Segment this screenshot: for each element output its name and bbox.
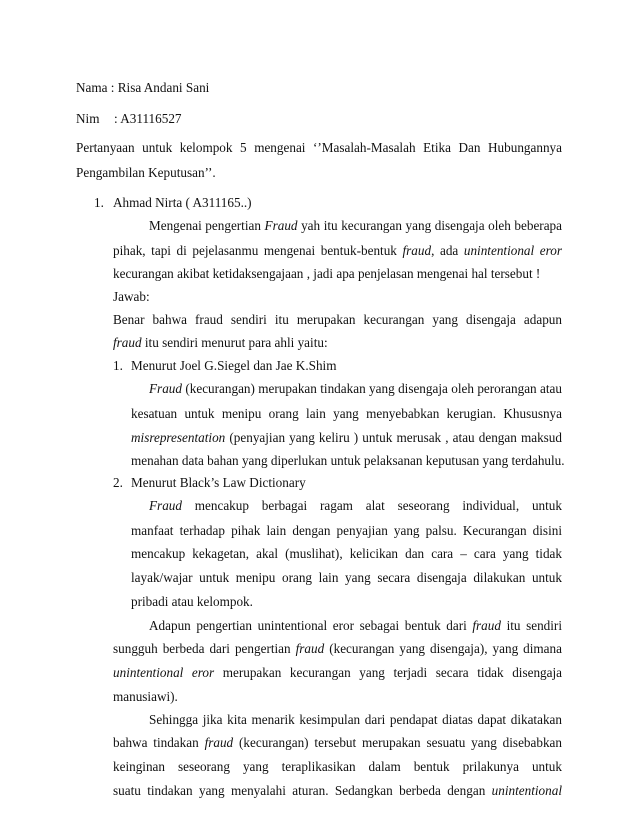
nim-value: : A31116527 <box>114 111 182 126</box>
unintentional-line-4: manusiawi). <box>113 689 178 704</box>
def-1-line-4: menahan data bahan yang diperlukan untuk pelaksanan keputusan yang terdahulu. <box>131 453 565 468</box>
conclusion-line-4: suatu tindakan yang menyalahi aturan. Sedangkan berbeda dengan unintentional <box>113 783 562 798</box>
def-2-line-4: layak/wajar untuk menipu orang lain yang secara disengaja dilakukan untuk <box>131 570 562 585</box>
unintentional-line-1: Adapun pengertian unintentional eror sebagai bentuk dari fraud itu sendiri <box>149 618 562 633</box>
question-intro-line-1: Pertanyaan untuk kelompok 5 mengenai ‘’Masalah-Masalah Etika Dan Hubungannya <box>76 140 562 155</box>
nim-label: Nim <box>76 111 100 126</box>
answer-intro-line-2: fraud itu sendiri menurut para ahli yaitu: <box>113 335 328 350</box>
unintentional-line-3: unintentional eror merupakan kecurangan yang terjadi secara tidak disengaja <box>113 665 562 680</box>
question-line-2: pihak, tapi di pejelasanmu mengenai bentuk-bentuk fraud, ada unintentional eror <box>113 243 562 258</box>
def-2-line-2: manfaat terhadap pihak lain dengan penyajian yang palsu. Kecurangan disini <box>131 523 562 538</box>
def-1-line-1: Fraud (kecurangan) merupakan tindakan yang disengaja oleh perorangan atau <box>149 381 562 396</box>
question-line-3: kecurangan akibat ketidaksengajaan , jadi apa penjelasan mengenai hal tersebut ! <box>113 266 541 281</box>
answer-label: Jawab: <box>113 289 150 304</box>
question-intro-line-2: Pengambilan Keputusan’’. <box>76 165 216 180</box>
student-name: Nama : Risa Andani Sani <box>76 80 210 95</box>
def-1-line-3: misrepresentation (penyajian yang keliru ) untuk merusak , atau dengan maksud <box>131 430 562 445</box>
def-2-line-1: Fraud mencakup berbagai ragam alat seseorang individual, untuk <box>149 498 562 513</box>
unintentional-line-2: sungguh berbeda dari pengertian fraud (kecurangan yang disengaja), yang dimana <box>113 641 562 656</box>
answer-intro-line-1: Benar bahwa fraud sendiri itu merupakan kecurangan yang disengaja adapun <box>113 312 562 327</box>
item-1-number: 1. <box>94 195 104 210</box>
def-2-line-3: mencakup kekagetan, akal (muslihat), kelicikan dan cara – cara yang tidak <box>131 546 562 561</box>
conclusion-line-2: bahwa tindakan fraud (kecurangan) tersebut merupakan sesuatu yang disebabkan <box>113 735 562 750</box>
def-1-line-2: kesatuan untuk menipu orang lain yang menyebabkan kerugian. Khususnya <box>131 406 562 421</box>
def-1-title: Menurut Joel G.Siegel dan Jae K.Shim <box>131 358 337 373</box>
conclusion-line-1: Sehingga jika kita menarik kesimpulan dari pendapat diatas dapat dikatakan <box>149 712 562 727</box>
def-2-title: Menurut Black’s Law Dictionary <box>131 475 306 490</box>
item-1-asker: Ahmad Nirta ( A311165..) <box>113 195 252 210</box>
question-line-1: Mengenai pengertian Fraud yah itu kecurangan yang disengaja oleh beberapa <box>149 218 562 233</box>
def-2-line-5: pribadi atau kelompok. <box>131 594 253 609</box>
def-2-number: 2. <box>113 475 123 490</box>
def-1-number: 1. <box>113 358 123 373</box>
conclusion-line-3: keinginan seseorang yang teraplikasikan dalam bentuk prilakunya untuk <box>113 759 562 774</box>
